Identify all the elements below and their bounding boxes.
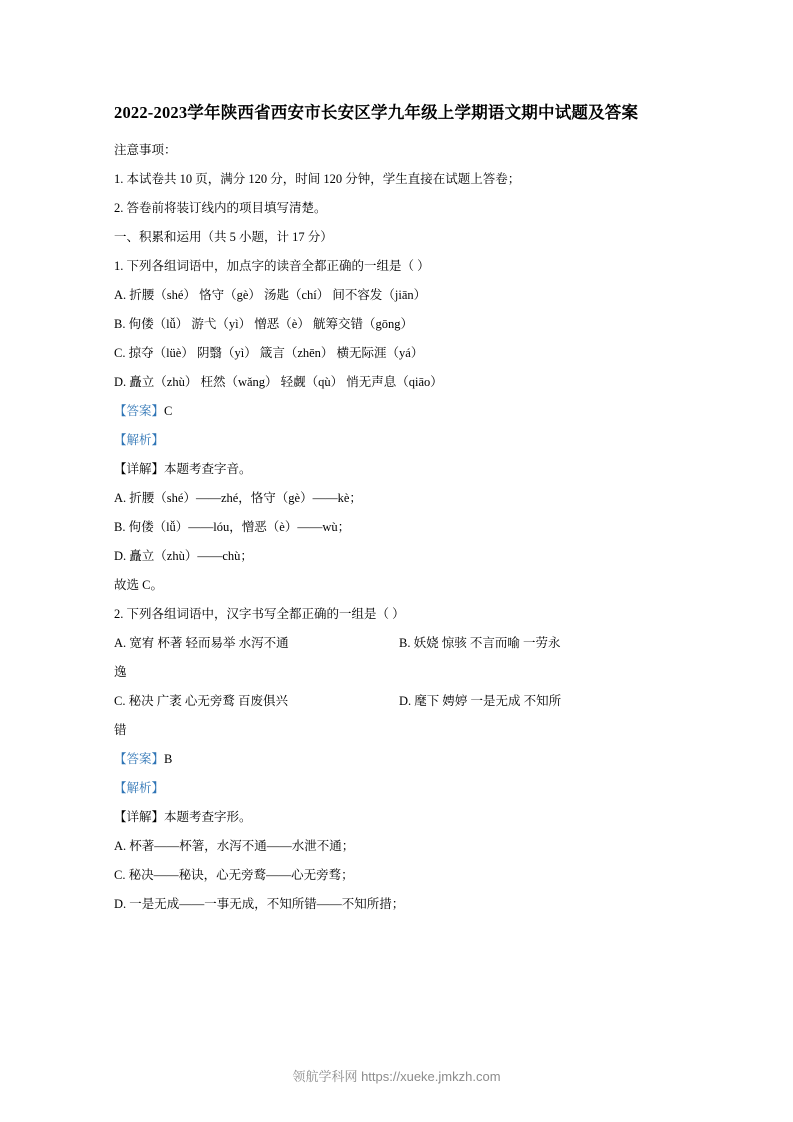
question-2-options-cd (114, 687, 684, 716)
question-2-detail (114, 803, 684, 832)
question-1-detail-line-a: A. 折腰（shé）——zhé，恪守（gè）——kè； (114, 491, 362, 505)
detail-tag: 【详解】 (114, 462, 165, 476)
question-2-detail-line-c: C. 秘决——秘诀，心无旁鹜——心无旁骛； (114, 868, 354, 882)
question-1-option-d: D. 矗立（zhù） 枉然（wǎng） 轻觑（qù） 悄无声息（qiāo） (114, 375, 443, 389)
page-footer: 领航学科网 https://xueke.jmkzh.com (292, 1069, 501, 1084)
question-1-stem: 1. 下列各组词语中，加点字的读音全都正确的一组是（ ） (114, 259, 430, 273)
question-1-answer (114, 397, 684, 426)
note-line-2: 2. 答卷前将装订线内的项目填写清楚。 (114, 201, 327, 215)
document-content (114, 96, 684, 919)
detail-text: 本题考查字音。 (164, 462, 252, 476)
page-title: 2022-2023学年陕西省西安市长安区学九年级上学期语文期中试题及答案 (114, 103, 639, 122)
question-2-stem: 2. 下列各组词语中，汉字书写全都正确的一组是（ ） (114, 607, 405, 621)
answer-value: C (164, 404, 173, 418)
question-2-options-ab (114, 629, 684, 658)
question-2-option-b-wrap: 逸 (114, 665, 127, 679)
answer-tag: 【答案】 (114, 404, 165, 418)
detail-text: 本题考查字形。 (164, 810, 252, 824)
question-2-detail-line-a: A. 杯著——杯箸，水泻不通——水泄不通； (114, 839, 355, 853)
question-2-option-b: B. 妖娆 惊骇 不言而喻 一劳永 (399, 636, 561, 650)
section-heading-1: 一、积累和运用（共 5 小题，计 17 分） (114, 230, 333, 244)
answer-value: B (164, 752, 173, 766)
question-2-analysis-tag: 【解析】 (114, 781, 165, 795)
question-1-detail (114, 455, 684, 484)
question-1-analysis-tag: 【解析】 (114, 433, 165, 447)
note-line-1: 1. 本试卷共 10 页，满分 120 分，时间 120 分钟，学生直接在试题上答卷； (114, 172, 521, 186)
question-1-option-a: A. 折腰（shé） 恪守（gè） 汤匙（chí） 间不容发（jiān） (114, 288, 427, 302)
question-1-conclusion: 故选 C。 (114, 578, 163, 592)
question-1-option-b: B. 佝偻（lǚ） 游弋（yì） 憎恶（è） 觥筹交错（gōng） (114, 317, 413, 331)
question-2-option-a: A. 宽宥 杯著 轻而易举 水泻不通 (114, 636, 289, 650)
detail-tag: 【详解】 (114, 810, 165, 824)
question-2-detail-line-d: D. 一是无成——一事无成，不知所错——不知所措； (114, 897, 405, 911)
notes-heading: 注意事项： (114, 143, 177, 157)
answer-tag: 【答案】 (114, 752, 165, 766)
question-2-option-c: C. 秘决 广袤 心无旁鹜 百废俱兴 (114, 694, 288, 708)
question-1-option-c: C. 掠夺（lüè） 阴翳（yì） 箴言（zhēn） 横无际涯（yá） (114, 346, 424, 360)
question-2-option-d: D. 麾下 娉婷 一是无成 不知所 (399, 694, 562, 708)
question-1-detail-line-b: B. 佝偻（lǚ）——lóu，憎恶（è）——wù； (114, 520, 351, 534)
question-1-detail-line-d: D. 矗立（zhù）——chù； (114, 549, 253, 563)
question-2-option-d-wrap: 错 (114, 723, 127, 737)
question-2-answer (114, 745, 684, 774)
